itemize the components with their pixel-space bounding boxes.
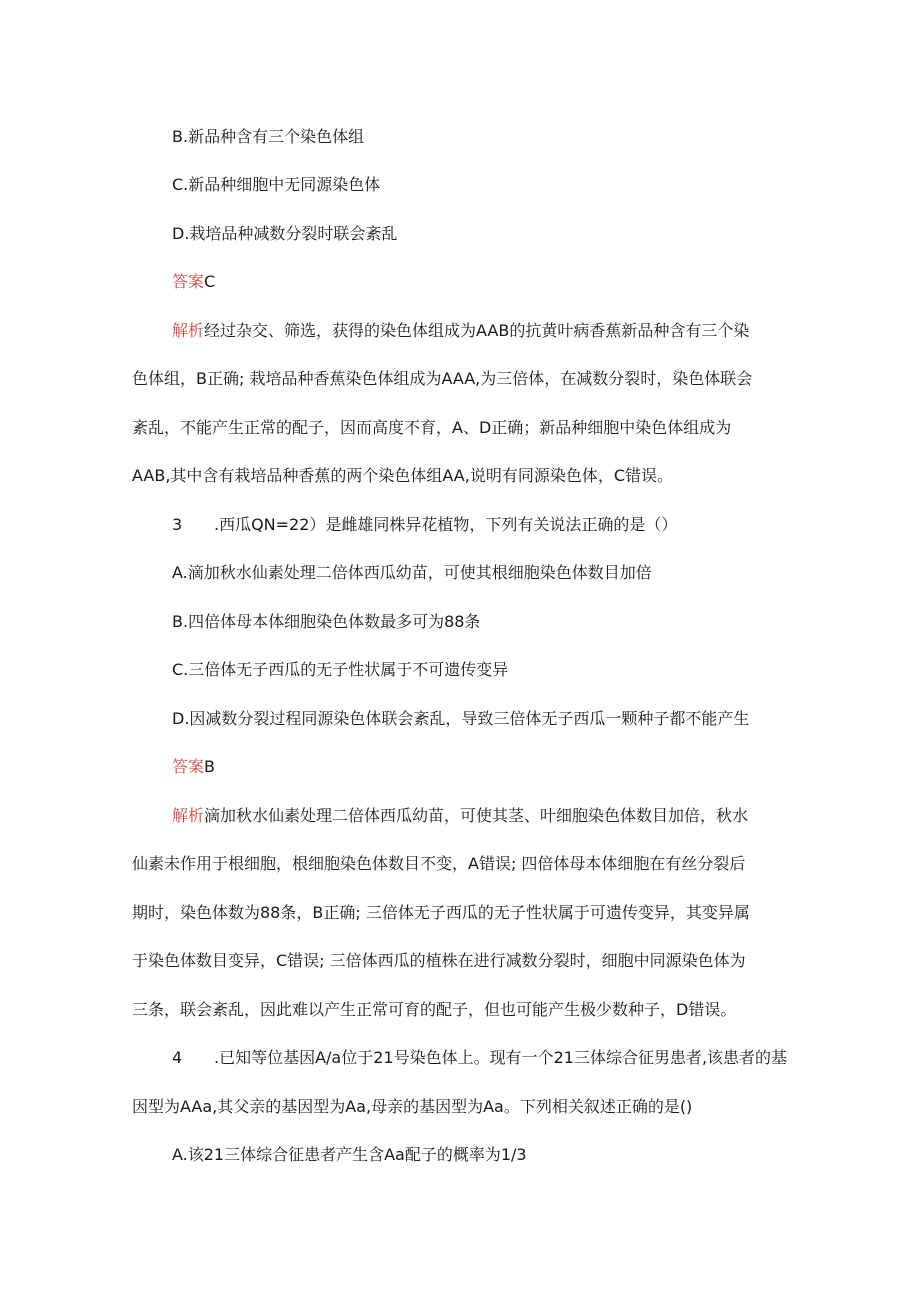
question-number: 3 [172, 515, 183, 534]
q3-analysis-line-1 [172, 804, 748, 828]
q3-option-d: D.因减数分裂过程同源染色体联会紊乱，导致三倍体无子西瓜一颗种子都不能产生 [172, 709, 750, 728]
question-stem: .已知等位基因A/a位于21号染色体上。现有一个21三体综合征男患者,该患者的基 [214, 1048, 788, 1067]
q3-option-b: B.四倍体母本体细胞染色体数最多可为88条 [172, 612, 481, 631]
analysis-text: 经过杂交、筛选，获得的染色体组成为AAB的抗黄叶病香蕉新品种含有三个染 [204, 321, 750, 340]
q3-analysis-line-3: 期时，染色体数为88条，B正确; 三倍体无子西瓜的无子性状属于可遗传变异，其变异属 [132, 903, 750, 922]
answer-label: 答案 [172, 272, 205, 291]
answer-value: B [204, 757, 215, 776]
q3-analysis-line-5: 三条，联会紊乱，因此难以产生正常可育的配子，但也可能产生极少数种子，D错误。 [132, 1000, 737, 1019]
q3-option-c: C.三倍体无子西瓜的无子性状属于不可遗传变异 [172, 660, 509, 679]
q4-stem-line-2: 因型为AAa,其父亲的基因型为Aa,母亲的基因型为Aa。下列相关叙述正确的是() [132, 1097, 693, 1116]
q4-option-a: A.该21三体综合征患者产生含Aa配子的概率为1/3 [172, 1145, 527, 1164]
q2-analysis-line-3: 紊乱，不能产生正常的配子，因而高度不育，A、D正确；新品种细胞中染色体组成为 [132, 418, 732, 437]
question-number: 4 [172, 1048, 183, 1067]
q3-analysis-line-4: 于染色体数目变异，C错误; 三倍体西瓜的植株在进行减数分裂时，细胞中同源染色体为 [132, 951, 746, 970]
question-stem: .西瓜QN=22）是雌雄同株异花植物，下列有关说法正确的是（） [214, 515, 678, 534]
analysis-label: 解析 [172, 321, 205, 340]
answer-value: C [204, 272, 216, 291]
q2-analysis-line-2: 色体组，B正确; 栽培品种香蕉染色体组成为AAA,为三倍体，在减数分裂时，染色体联会 [132, 369, 753, 388]
answer-label: 答案 [172, 757, 205, 776]
q4-stem-line-1 [172, 1046, 787, 1070]
q3-stem [172, 513, 677, 537]
q2-answer [172, 270, 215, 294]
q3-analysis-line-2: 仙素未作用于根细胞，根细胞染色体数目不变，A错误; 四倍体母本体细胞在有丝分裂后 [132, 854, 746, 873]
q2-option-c: C.新品种细胞中无同源染色体 [172, 175, 381, 194]
q2-analysis-line-1 [172, 319, 749, 343]
analysis-text: 滴加秋水仙素处理二倍体西瓜幼苗，可使其茎、叶细胞染色体数目加倍，秋水 [204, 806, 749, 825]
q2-option-b: B.新品种含有三个染色体组 [172, 127, 365, 146]
q3-option-a: A.滴加秋水仙素处理二倍体西瓜幼苗，可使其根细胞染色体数目加倍 [172, 563, 652, 582]
q3-answer [172, 755, 215, 779]
analysis-label: 解析 [172, 806, 205, 825]
q2-analysis-line-4: AAB,其中含有栽培品种香蕉的两个染色体组AA,说明有同源染色体，C错误。 [132, 466, 673, 485]
q2-option-d: D.栽培品种减数分裂时联会紊乱 [172, 224, 398, 243]
